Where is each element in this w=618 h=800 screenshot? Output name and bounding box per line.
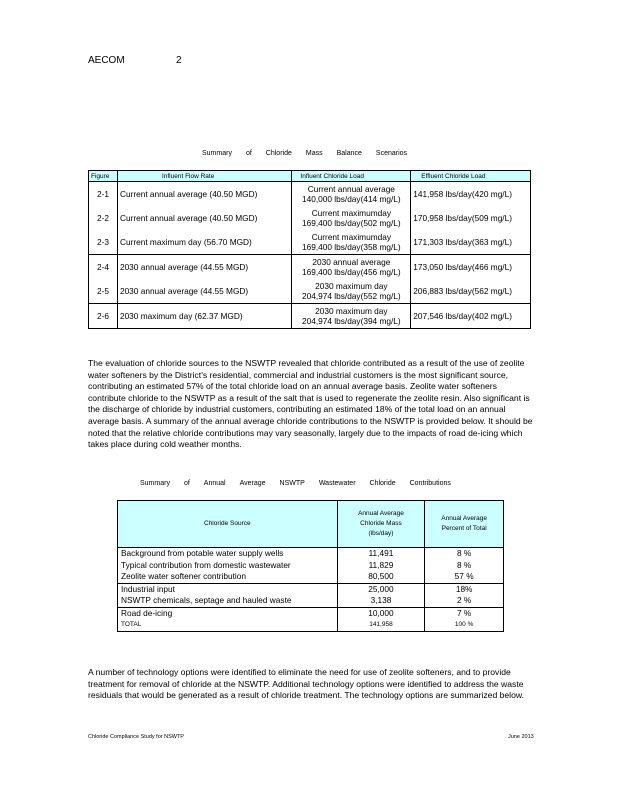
- flow-cell: Current maximum day (56.70 MGD): [117, 230, 291, 255]
- source-cell: Typical contribution from domestic wastewater: [121, 559, 291, 570]
- effluent-cell: 171,303 lbs/day(363 mg/L): [411, 230, 531, 255]
- total-percent: 100 %: [454, 621, 474, 628]
- flow-cell: 2030 annual average (44.55 MGD): [117, 279, 291, 304]
- effluent-cell: 206,883 lbs/day(562 mg/L): [411, 279, 531, 304]
- footer-date: June 2013: [508, 734, 534, 740]
- flow-cell: 2030 annual average (44.55 MGD): [117, 255, 291, 280]
- column-header-flow: Influent Flow Rate: [117, 171, 291, 182]
- figure-cell: 2-1: [96, 189, 109, 199]
- total-mass: 141,958: [337, 619, 425, 631]
- column-header-source: Chloride Source: [118, 501, 338, 548]
- source-cell: Background from potable water supply wells: [121, 548, 284, 558]
- table-row: [89, 230, 531, 255]
- influent-cell: 2030 annual average 169,400 lbs/day(456 mg/L): [292, 255, 411, 280]
- figure-cell: 2-2: [96, 213, 109, 223]
- mass-cell: 25,000: [337, 583, 425, 595]
- table-row: [89, 304, 531, 329]
- table-header-row: [89, 171, 531, 182]
- total-label: TOTAL: [121, 621, 142, 628]
- percent-cell: 18%: [455, 583, 473, 594]
- mass-cell: 10,000: [337, 607, 425, 619]
- figure-cell: 2-3: [89, 230, 118, 255]
- source-cell: Zeolite water softener contribution: [118, 571, 338, 583]
- table-row: [89, 206, 531, 230]
- mass-cell: 3,138: [337, 595, 425, 607]
- table-row: [118, 560, 504, 572]
- percent-cell: 8 %: [456, 548, 472, 558]
- column-header-mass: Annual Average Chloride Mass (lbs/day): [337, 501, 425, 548]
- table2-caption: Summary of Annual Average NSWTP Wastewater Chloride Contributions: [140, 480, 451, 487]
- effluent-cell: 207,546 lbs/day(402 mg/L): [413, 311, 512, 321]
- company-name: AECOM: [88, 55, 125, 66]
- percent-cell: 2 %: [425, 595, 504, 607]
- flow-cell: 2030 maximum day (62.37 MGD): [117, 304, 291, 329]
- table-row: [118, 607, 504, 619]
- column-header-figure: Figure: [89, 171, 118, 182]
- influent-cell: Current annual average 140,000 lbs/day(414 mg/L): [292, 182, 411, 207]
- table1-caption: Summary of Chloride Mass Balance Scenarios: [202, 150, 408, 157]
- chloride-contributions-table: [117, 500, 504, 632]
- column-header-effluent: Effluent Chloride Load: [411, 171, 531, 182]
- flow-cell: Current annual average (40.50 MGD): [117, 206, 291, 230]
- chloride-mass-balance-table: [88, 170, 531, 329]
- figure-cell: 2-4: [96, 262, 109, 272]
- influent-cell: 2030 maximum day 204,974 lbs/day(394 mg/L): [292, 304, 411, 329]
- table-header-row: [118, 501, 504, 548]
- table-row: [89, 182, 531, 207]
- source-cell: NSWTP chemicals, septage and hauled waste: [118, 595, 338, 607]
- flow-cell: Current annual average (40.50 MGD): [117, 182, 291, 207]
- column-header-influent: Influent Chloride Load: [292, 171, 411, 182]
- table-row: [118, 571, 504, 583]
- mass-cell: 11,829: [337, 560, 425, 572]
- total-row: [118, 619, 504, 631]
- influent-cell: 2030 maximum day 204,974 lbs/day(552 mg/L): [292, 279, 411, 304]
- mass-cell: 80,500: [337, 571, 425, 583]
- technology-options-paragraph: A number of technology options were identified to eliminate the need for use of zeolite softeners, and to provide treatment for removal of chloride at the NSWTP. Additional technology options were identified to address the waste residuals that would be generated as a result of chloride treatment. The technology options are summarized below.: [88, 667, 524, 701]
- effluent-cell: 141,958 lbs/day(420 mg/L): [413, 189, 512, 199]
- percent-cell: 57 %: [425, 571, 504, 583]
- table-row: [118, 583, 504, 595]
- effluent-cell: 173,050 lbs/day(466 mg/L): [413, 262, 512, 272]
- percent-cell: 8 %: [456, 559, 472, 570]
- source-cell: Industrial input: [121, 583, 175, 594]
- figure-cell: 2-5: [89, 279, 118, 304]
- footer-title: Chloride Compliance Study for NSWTP: [88, 734, 184, 740]
- effluent-cell: 170,958 lbs/day(509 mg/L): [413, 213, 512, 223]
- chloride-sources-paragraph: The evaluation of chloride sources to the NSWTP revealed that chloride contributed as a result of the use of zeolite water softeners by the District's residential, commercial and industrial customers is the most significant source, contributing an estimated 57% of the total chloride load on an annual average basis. Zeolite water softeners contribute chloride to the NSWTP as a result of the salt that is used to regenerate the zeolite resin. Also significant is the discharge of chloride by industrial customers, contributing an estimated 18% of the total load on an annual average basis. A summary of the annual average chloride contributions to the NSWTP is provided below. It should be noted that the relative chloride contributions may vary seasonally, largely due to the impacts of road de-icing which takes place during cold weather months.: [88, 358, 533, 450]
- influent-cell: Current maximumday 169,400 lbs/day(358 mg/L): [292, 230, 411, 255]
- percent-cell: 7 %: [456, 607, 472, 618]
- page-number: 2: [176, 55, 182, 66]
- table-row: [118, 548, 504, 560]
- influent-cell: Current maximumday 169,400 lbs/day(502 mg/L): [292, 206, 411, 230]
- table-row: [89, 255, 531, 280]
- source-cell: Road de-icing: [121, 607, 173, 618]
- table-row: [118, 595, 504, 607]
- figure-cell: 2-6: [96, 311, 109, 321]
- mass-cell: 11,491: [337, 548, 425, 560]
- column-header-percent: Annual Average Percent of Total: [425, 501, 504, 548]
- table-row: [89, 279, 531, 304]
